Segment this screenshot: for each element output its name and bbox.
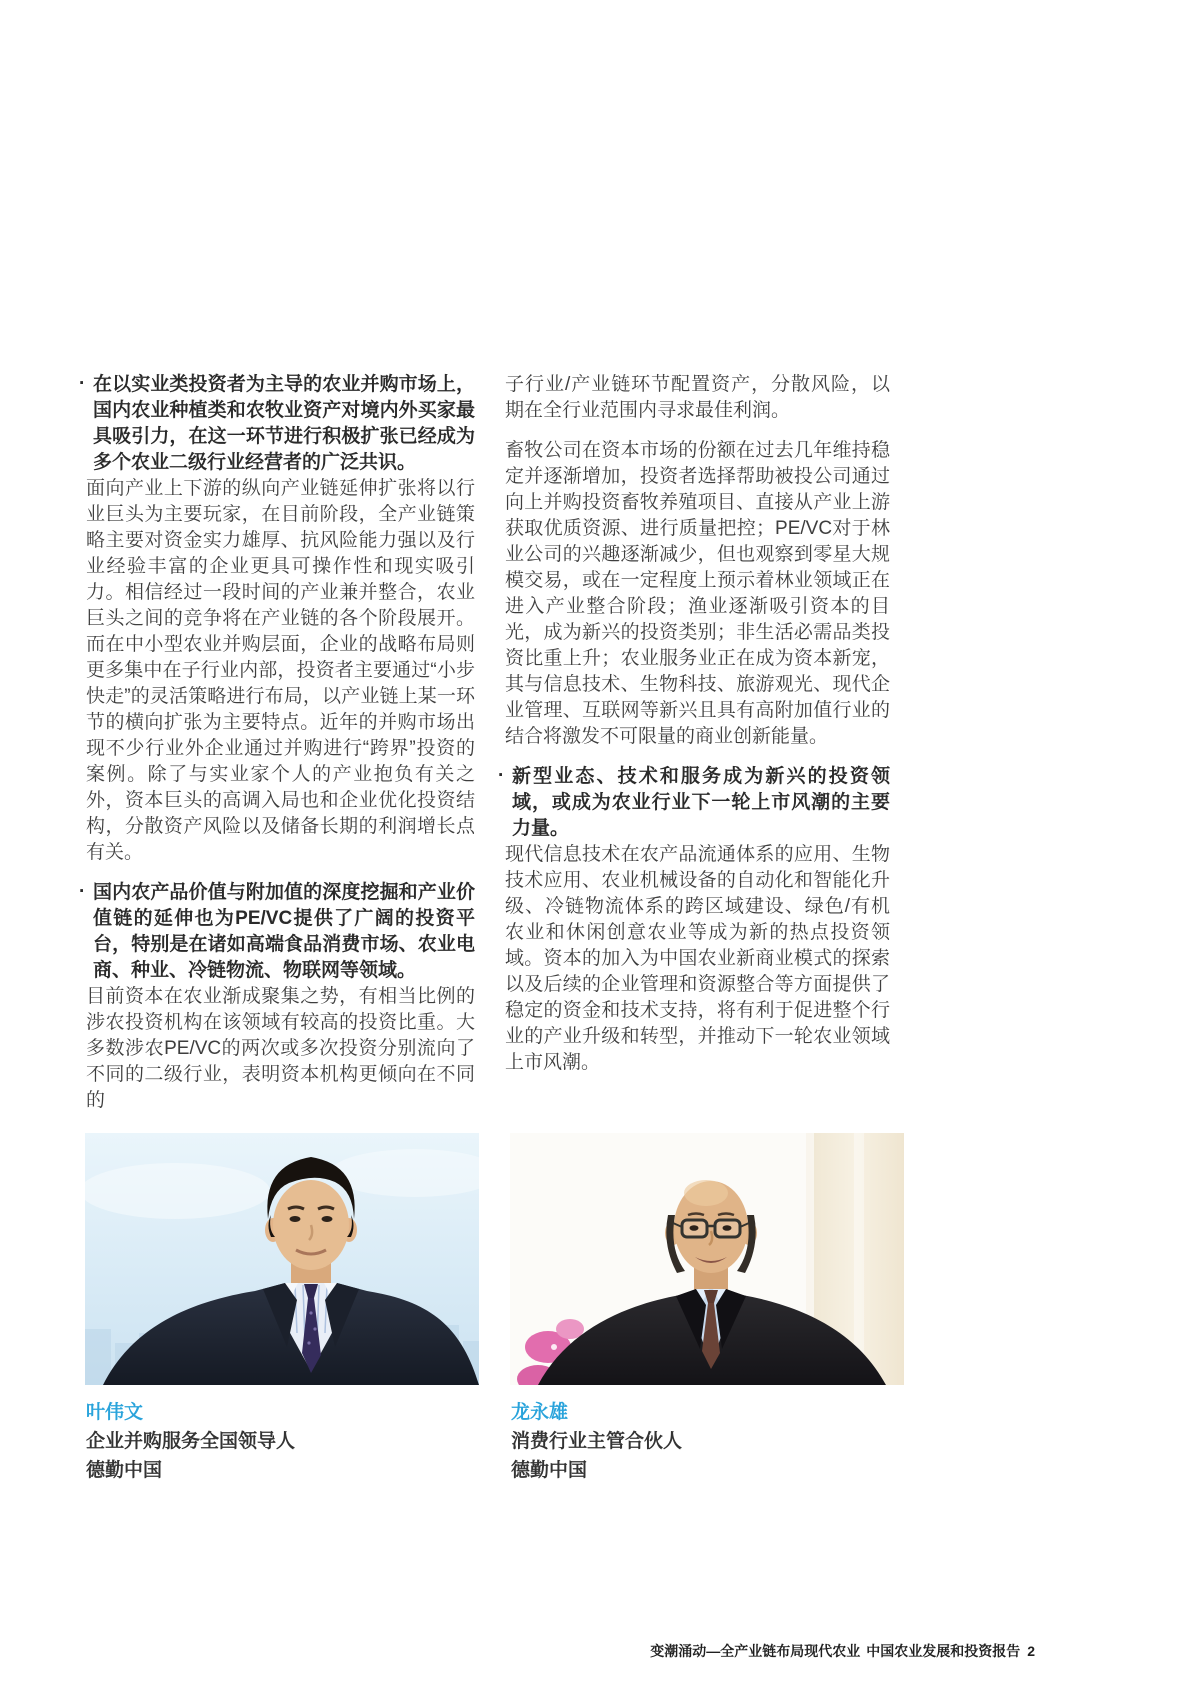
- bullet-item: [78, 372, 475, 476]
- portrait-photo-ye-weiwen: [85, 1133, 479, 1385]
- bullet-marker: ·: [498, 765, 505, 786]
- person-title: 消费行业主管合伙人: [511, 1431, 683, 1452]
- person-company: 德勤中国: [86, 1460, 163, 1481]
- caption-long-wing-hung: [511, 1398, 682, 1485]
- portrait-photo-long-wing-hung: [510, 1133, 904, 1385]
- paragraph: 现代信息技术在农产品流通体系的应用、生物技术应用、农业机械设备的自动化和智能化升级、冷链物流体系的跨区域建设、绿色/有机农业和休闲创意农业等成为新的热点投资领域。资本的加入为中国农业新商业模式的探索以及后续的企业管理和资源整合等方面提供了稳定的资金和技术支持，将有利于促进整个行业的产业升级和转型，并推动下一轮农业领域上市风潮。: [505, 844, 890, 1073]
- person-company: 德勤中国: [511, 1460, 588, 1481]
- page-footer: [650, 1641, 1035, 1661]
- left-text-column: [78, 372, 475, 1114]
- portrait-image: [85, 1133, 479, 1385]
- bullet-text: 新型业态、技术和服务成为新兴的投资领域，或成为农业行业下一轮上市风潮的主要力量。: [512, 766, 890, 839]
- paragraph: 目前资本在农业渐成聚集之势，有相当比例的涉农投资机构在该领域有较高的投资比重。大多数涉农PE/VC的两次或多次投资分别流向了不同的二级行业，表明资本机构更倾向在不同的: [86, 986, 475, 1111]
- paragraph: 子行业/产业链环节配置资产，分散风险，以期在全行业范围内寻求最佳利润。: [505, 374, 890, 421]
- portrait-image: [510, 1133, 904, 1385]
- bullet-item: [78, 880, 475, 984]
- footer-report-subtitle: 中国农业发展和投资报告: [866, 1643, 1021, 1659]
- bullet-text: 国内农产品价值与附加值的深度挖掘和产业价值链的延伸也为PE/VC提供了广阔的投资平台，特别是在诸如高端食品消费市场、农业电商、种业、冷链物流、物联网等领域。: [93, 882, 475, 981]
- person-name: 叶伟文: [86, 1402, 144, 1423]
- paragraph: 面向产业上下游的纵向产业链延伸扩张将以行业巨头为主要玩家，在目前阶段，全产业链策略主要对资金实力雄厚、抗风险能力强以及行业经验丰富的企业更具可操作性和现实吸引力。相信经过一段时间的产业兼并整合，农业巨头之间的竞争将在产业链的各个阶段展开。而在中小型农业并购层面，企业的战略布局则更多集中在子行业内部，投资者主要通过“小步快走”的灵活策略进行布局，以产业链上某一环节的横向扩张为主要特点。近年的并购市场出现不少行业外企业通过并购进行“跨界”投资的案例。除了与实业家个人的产业抱负有关之外，资本巨头的高调入局也和企业优化投资结构，分散资产风险以及储备长期的利润增长点有关。: [86, 478, 475, 863]
- person-name: 龙永雄: [511, 1402, 569, 1423]
- person-title: 企业并购服务全国领导人: [86, 1431, 296, 1452]
- footer-report-title: 变潮涌动—全产业链布局现代农业: [650, 1643, 861, 1659]
- bullet-text: 在以实业类投资者为主导的农业并购市场上，国内农业种植类和农牧业资产对境内外买家最具吸引力，在这一环节进行积极扩张已经成为多个农业二级行业经营者的广泛共识。: [93, 374, 475, 473]
- caption-ye-weiwen: [86, 1398, 295, 1485]
- bullet-item: [497, 764, 890, 842]
- bullet-marker: ·: [79, 881, 86, 902]
- bullet-marker: ·: [79, 373, 86, 394]
- right-text-column: [497, 372, 890, 1076]
- paragraph: 畜牧公司在资本市场的份额在过去几年维持稳定并逐渐增加，投资者选择帮助被投公司通过向上并购投资畜牧养殖项目、直接从产业上游获取优质资源、进行质量把控；PE/VC对于林业公司的兴趣逐渐减少，但也观察到零星大规模交易，或在一定程度上预示着林业领域正在进入产业整合阶段；渔业逐渐吸引资本的目光，成为新兴的投资类别；非生活必需品类投资比重上升；农业服务业正在成为资本新宠，其与信息技术、生物科技、旅游观光、现代企业管理、互联网等新兴且具有高附加值行业的结合将激发不可限量的商业创新能量。: [505, 440, 890, 747]
- footer-page-number: 2: [1027, 1643, 1035, 1659]
